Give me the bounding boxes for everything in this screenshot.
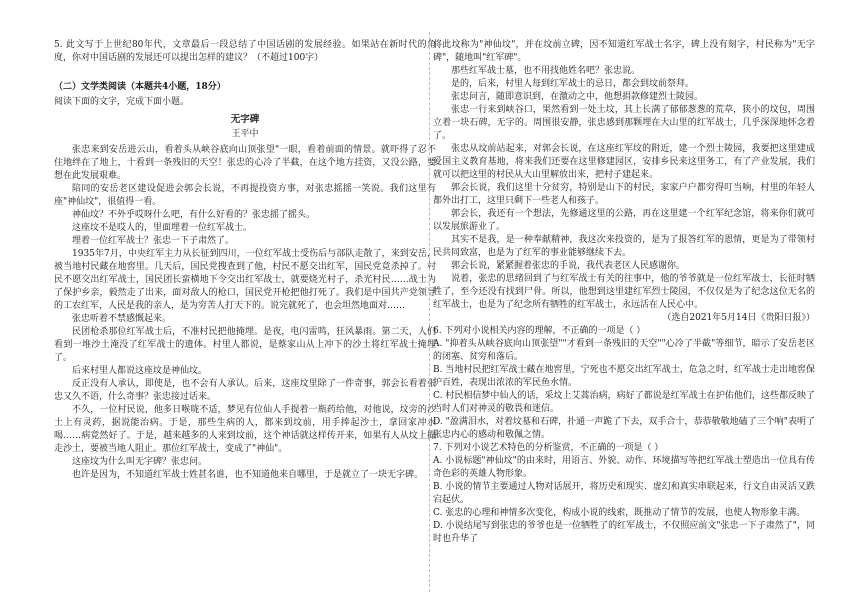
- story-paragraph: 民团枪杀那位红军战士后，不准村民把他掩埋。是夜，电闪雷鸣，狂风暴雨。第二天，人们看到一堆沙土淹没了红军战士的遗体。村里人都说，是蔡家山从上冲下的沙土将红军战士掩埋了。: [54, 327, 436, 363]
- question-7-option: C. 张忠的心理和神情多次变化，构成小说的线索，既推动了情节的发展，也使人物形象丰满。: [433, 508, 806, 518]
- story-paragraph: 张忠问言，随即意识到，在激动之中，他想捐款修建烈士陵园。: [451, 92, 704, 102]
- question-7: 7. 下列对小说艺术特色的分析鉴赏，不正确的一项是（ ）: [433, 443, 664, 453]
- question-6-option: A. "抑着头从峡谷底向山顶张望""才看到一条残旧的天空""心冷了半截"等细节，暗示了安岳老区的闭塞、贫穷和落后。: [433, 339, 815, 362]
- story-paragraph: 反正没有人承认，即使是，也不会有人承认。后来，这座坟里除了一件奇事，郭会长看着张忠又久不语，什么奇事？张忠接过话来。: [54, 379, 436, 402]
- question-6-option: B. 当地村民把红军战士藏在地窖里，宁死也不愿交出红军战士，危急之时，红军战士走出地窖保护百姓，表现出浓浓的军民鱼水情。: [433, 365, 815, 388]
- story-paragraph: 说着，张忠的思绪回到了与红军战士有关的往事中，他的爷爷就是一位红军战士，长征时牺牲了，至今还没有找到尸骨。所以，他想到这里建红军烈士陵园，不仅仅是为了纪念这位无名的红军战士，也是为了纪念所有牺牲的红军战士，永远活在人民心中。: [433, 274, 815, 310]
- story-author: 王平中: [231, 129, 259, 139]
- story-title: 无字碑: [230, 114, 260, 125]
- story-paragraph: 将此坟称为"神仙坟"，并在坟前立碑，因不知道红军战士名字，碑上没有刻字，村民称为"无字碑"，随地叫"红军碑"。: [433, 40, 815, 63]
- story-paragraph: 其实不是我，是一种奉献精神，我这次来投资的，是为了报答红军的恩情，更是为了带领村民共同致富，也是为了红军的事业能够继续下去。: [433, 235, 815, 258]
- story-paragraph: 郭会长，我还有一个想法，先修通这里的公路，再在这里建一个红军纪念馆，将来你们就可以发展旅游业了。: [433, 209, 815, 232]
- question-6-option: C. 村民相信梦中仙人的话，采坟上艾蒿治病，病好了都说是红军战士在护佑他们，这些都反映了当时人们对神灵的敬畏和迷信。: [433, 391, 815, 414]
- question-6-option: D. "盈满泪水，对着坟墓和石碑，扑通一声跪了下去，双手合十，恭恭敬敬地磕了三个响"表明了张忠内心的感动和敬佩之情。: [433, 417, 815, 440]
- story-paragraph: 陪同的安岳老区建设促进会郭会长说，不再提投资方事，对张忠摇摇一笑说。我们这里有座"神仙坟"，很值得一看。: [54, 184, 436, 207]
- story-paragraph: 神仙坟？不外乎哎呀什么吧，有什么好看的？张忠摇了摇头。: [72, 210, 316, 220]
- story-paragraph: 张忠从坟前站起来，对郭会长说，在这座红军坟的附近，建一个烈士陵园，我要把这里建成爱国主义教育基地，将来我们还要在这里修建园区，安排乡民来这里务工，有了产业发展，我们就可以把这里的村民从大山里解放出来，把村子建起来。: [433, 144, 815, 180]
- question-6: 6. 下列对小说相关内容的理解，不正确的一项是（ ）: [433, 326, 646, 336]
- section-heading: （二）文学类阅读（本题共4小题，18分）: [54, 82, 226, 92]
- story-paragraph: 张忠听着不禁感慨起来。: [72, 314, 172, 324]
- question-7-option: A. 小说标题"神仙坟"的由来时，用语言、外貌、动作、环境描写等把红军战士塑造出一位具有传奇色彩的英雄人物形象。: [433, 456, 815, 479]
- story-paragraph: 也许是因为，不知道红军战士姓甚名谁，也不知道他来自哪里，于是就立了一块无字碑。: [72, 470, 424, 480]
- story-paragraph: 郭会长说，紧紧握着张忠的手说，我代表老区人民感谢你。: [451, 261, 686, 271]
- question-7-option: B. 小说的情节主要通过人物对话展开，将历史和现实、虚幻和真实串联起来，行文自由灵活又跌宕起伏。: [433, 482, 815, 505]
- left-column: [54, 0, 436, 482]
- story-paragraph: 那些红军战士墓，也不用找他姓名吧？张忠说。: [451, 66, 641, 76]
- story-paragraph: 郭会长说，我们这里十分贫穷，特别是山下的村民，家家户户都穷得叮当响，村里的年轻人都外出打工，这里只剩下一些老人和孩子。: [433, 183, 815, 206]
- story-paragraph: 张忠来到安岳进云山，看着头从峡谷底向山顶张望"一眼，看着前面的情景。就吓得了忍不住地绊在了地上，十看到一条残旧的天空！张忠的心冷了半截，在这个地方挂资，又没公路，要想在此发展艰难。: [54, 145, 436, 181]
- column-divider: [429, 32, 430, 592]
- question-7-option: D. 小说结尾写到张忠的爷爷也是一位牺牲了的红军战士，不仅照应前文"张忠一下子肃然了"，同时也升华了: [433, 521, 815, 544]
- story-paragraph: 这座坟为什么叫无字碑？张忠问。: [72, 457, 208, 467]
- source-citation: （选自2021年5月14日《贵阳日报》）: [662, 313, 815, 323]
- story-paragraph: 后来村里人都说这座坟是神仙坟。: [72, 366, 208, 376]
- story-paragraph: 是的，后来，村里人每到红军战士的忌日，都会到坟前祭拜。: [451, 79, 695, 89]
- story-paragraph: 不久，一位村民说，他多日喉咙不适，梦见有位仙人手提着一瓶药给他，对他说，坟旁的沙土上有灵药，据说能治病。于是，那些生病的人，都来到坟前，用手捧起沙土，拿回家冲水喝……病竟然好了。于是，越来越多的人来到坟前，这个神话就这样传开来，如果有人从坟上撮走沙土，要被当地人阻止。那位红军战士，变成了"神仙"。: [54, 405, 436, 454]
- story-paragraph: 这座坟不是哎人的，里面埋着一位红军战士。: [72, 223, 253, 233]
- story-paragraph: 张忠一行来到峡谷口，果然看到一处土坟，其上长满了郁郁葱葱的荒草，狭小的坟包，周围立着一块石碑，无字的。周围很安静，张忠感到那颗埋在大山里的红军战士，几乎深深地怀念着了。: [433, 105, 815, 141]
- right-column: [433, 0, 815, 546]
- reading-instruction: 阅读下面的文字，完成下面小题。: [54, 97, 190, 107]
- question-5: 5. 此文写于上世纪80年代，文章最后一段总结了中国话剧的发展经验。如果站在新时代的角度，你对中国话剧的发展还可以提出怎样的建议？（不超过100字）: [54, 40, 436, 63]
- story-paragraph: 1935年7月，中央红军主力从长征到四川，一位红军战士受伤后与部队走散了，来到安岳，被当地村民藏在地窖里。几天后，国民党搜查到了他，村民不愿交出红军，国民党竟杀掉了。村民不愿交出红军战士，国民团长蛮横地下令交出红军战士，就要烧光村子，杀光村民……战士为了保护乡亲，毅然走了出来，面对敌人的枪口，国民党开枪把他打死了。我们是中国共产党领导的工农红军，人民是我的亲人，是为穷苦人打天下的。说完就死了，也会坦然地面对……: [54, 249, 436, 311]
- story-paragraph: 埋着一位红军战士？张忠一下子肃然了。: [72, 236, 235, 246]
